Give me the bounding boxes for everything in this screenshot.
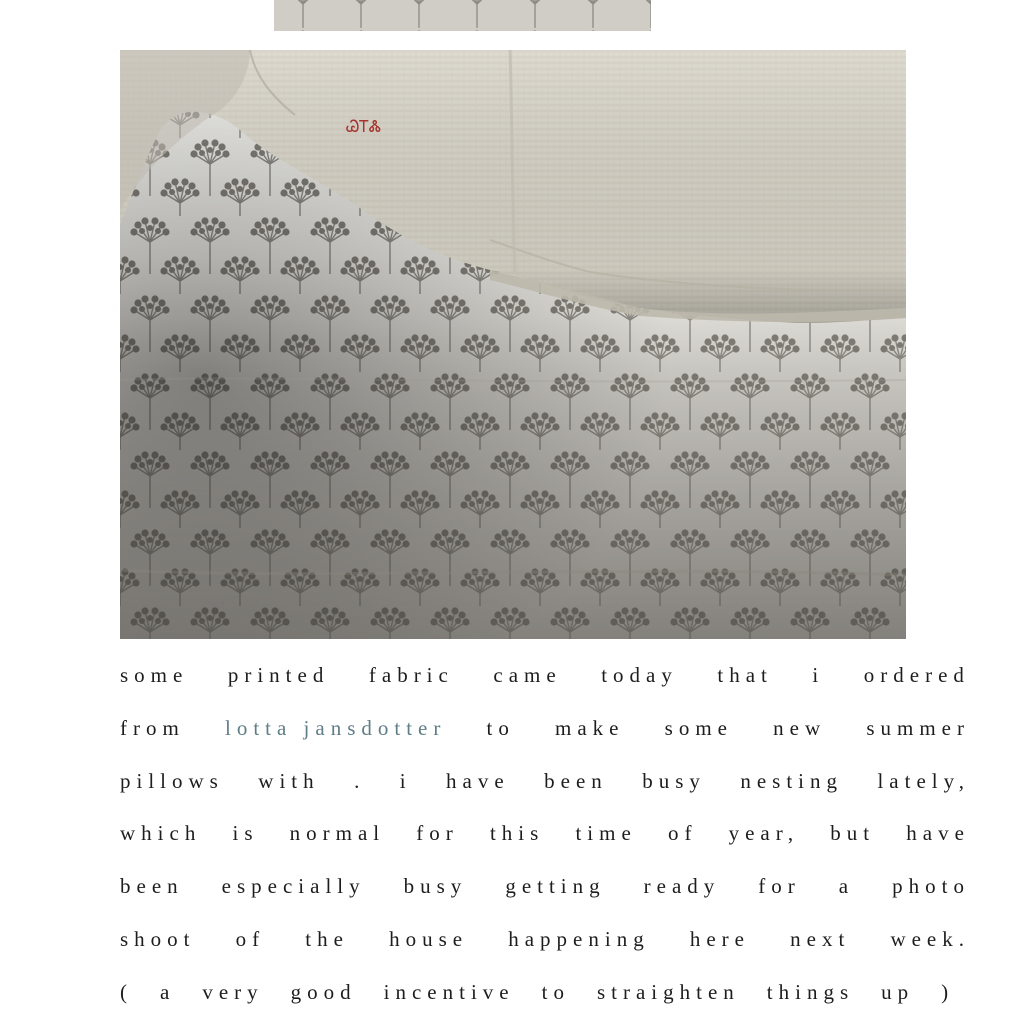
- word: to: [486, 715, 515, 740]
- word: busy: [642, 768, 706, 793]
- post-body: [120, 657, 970, 1027]
- word: house: [389, 926, 469, 951]
- word: here: [689, 926, 750, 951]
- fabric-photo: [120, 50, 906, 639]
- word: some: [120, 663, 189, 687]
- word: ): [941, 979, 955, 1004]
- word: came: [493, 663, 562, 687]
- text-line: [120, 763, 970, 816]
- fabric-photo-image: [120, 50, 906, 639]
- word: today: [601, 663, 678, 687]
- top-photo-image: [274, 0, 651, 31]
- word: is: [232, 821, 259, 846]
- text-line: [120, 657, 970, 710]
- word: been: [120, 874, 184, 899]
- word: which: [120, 821, 202, 846]
- word: but: [830, 821, 876, 846]
- word: next: [790, 926, 851, 951]
- word: good: [290, 979, 357, 1004]
- word: pillows: [120, 768, 224, 793]
- word: been: [544, 768, 608, 793]
- word: especially: [221, 874, 366, 899]
- word: from: [120, 715, 185, 740]
- word: i: [399, 768, 412, 793]
- word: the: [305, 926, 349, 951]
- word: straighten: [596, 979, 740, 1004]
- word: year,: [728, 821, 800, 846]
- word: new: [773, 715, 827, 740]
- word: getting: [505, 874, 606, 899]
- word: that: [717, 663, 773, 687]
- word: for: [416, 821, 459, 846]
- word: summer: [866, 715, 970, 740]
- word: make: [555, 715, 625, 740]
- word: photo: [892, 874, 970, 899]
- word: lately,: [877, 768, 970, 793]
- word: nesting: [740, 768, 844, 793]
- text-line: [120, 921, 970, 974]
- text-line: [120, 974, 970, 1027]
- top-photo-strip: [274, 0, 651, 31]
- word: very: [202, 979, 264, 1004]
- word: busy: [403, 874, 468, 899]
- word: shoot: [120, 926, 196, 951]
- word: printed: [227, 663, 330, 687]
- word: some: [664, 715, 733, 740]
- text-line: [120, 815, 970, 868]
- word: things: [766, 979, 855, 1004]
- word: normal: [289, 821, 386, 846]
- word: of: [667, 821, 698, 846]
- word: ready: [643, 874, 721, 899]
- word: (: [120, 979, 133, 1004]
- lotta-jansdotter-link[interactable]: lotta jansdotter: [224, 715, 447, 740]
- word: ordered: [863, 663, 970, 687]
- word: happening: [508, 926, 650, 951]
- word: fabric: [368, 663, 454, 687]
- word: a: [838, 874, 855, 899]
- word: .: [354, 768, 366, 793]
- word: incentive: [383, 979, 515, 1004]
- word: have: [446, 768, 510, 793]
- word: of: [235, 926, 266, 951]
- text-line: [120, 710, 970, 763]
- text-line: [120, 868, 970, 921]
- word: a: [160, 979, 176, 1004]
- word: to: [541, 979, 570, 1004]
- embroidery-text: ᏊᎢᏜ: [346, 117, 382, 136]
- word: i: [812, 663, 825, 687]
- word: with: [258, 768, 320, 793]
- word: up: [881, 979, 915, 1004]
- word: week.: [890, 926, 970, 951]
- word: this: [489, 821, 545, 846]
- word: have: [906, 821, 970, 846]
- word: for: [758, 874, 801, 899]
- word: time: [575, 821, 637, 846]
